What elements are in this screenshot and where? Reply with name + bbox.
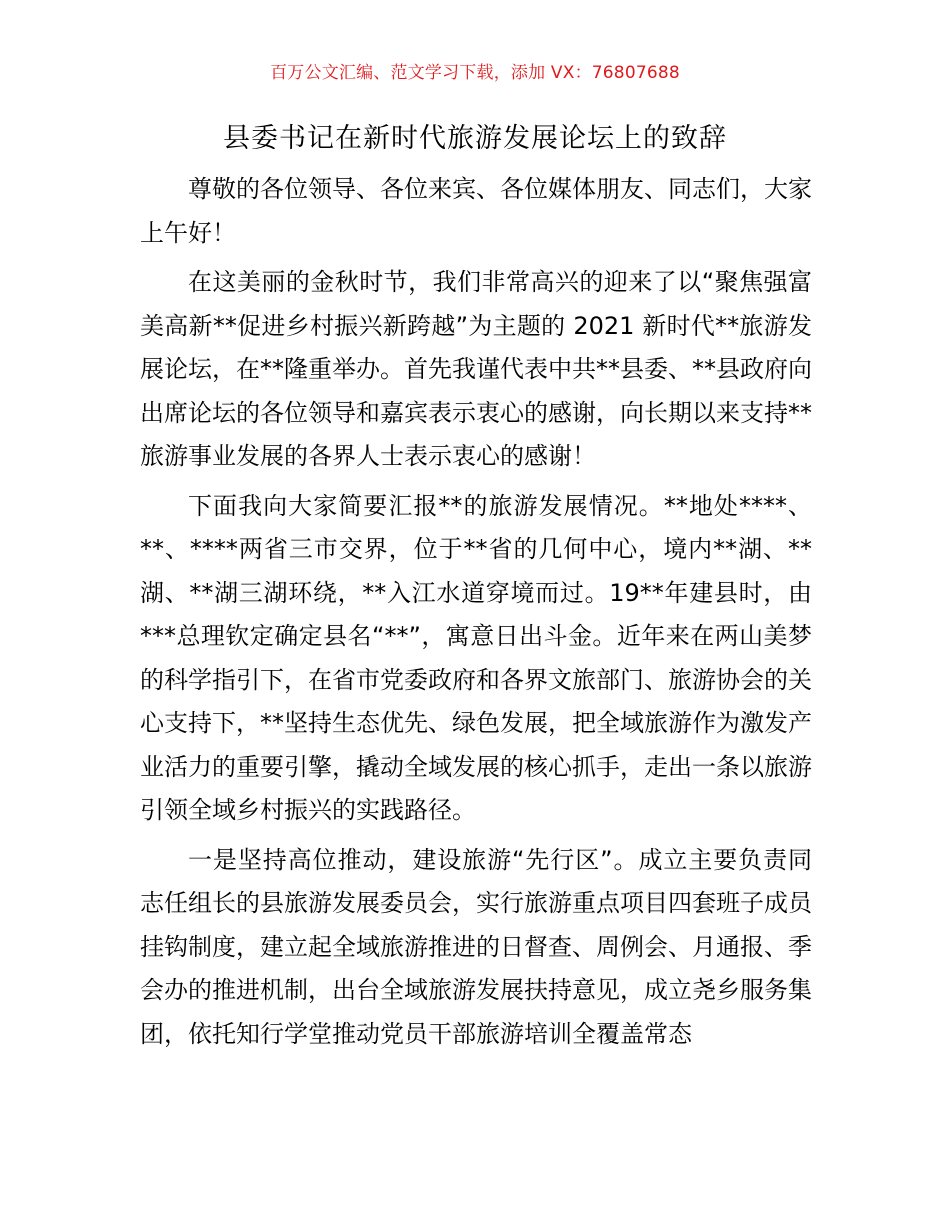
paragraph-point-one: 一是坚持高位推动，建设旅游“先行区”。成立主要负责同志任组长的县旅游发展委员会，实行旅游重点项目四套班子成员挂钩制度，建立起全域旅游推进的日督查、周例会、月通报、季会办的推进机制，出台全域旅游发展扶持意见，成立尧乡服务集团，依托知行学堂推动党员干部旅游培训全覆盖常态 (140, 845, 812, 1048)
paragraph-intro: 在这美丽的金秋时节，我们非常高兴的迎来了以“聚焦强富美高新**促进乡村振兴新跨越”为主题的 2021 新时代**旅游发展论坛，在**隆重举办。首先我谨代表中共**县委、**县政府向出席论坛的各位领导和嘉宾表示衷心的感谢，向长期以来支持**旅游事业发展的各界人士表示衷心的感谢！ (140, 268, 812, 470)
document-title: 县委书记在新时代旅游发展论坛上的致辞 (223, 123, 727, 154)
watermark-banner: 百万公文汇编、范文学习下载，添加 VX：76807688 (270, 63, 680, 83)
paragraph-overview: 下面我向大家简要汇报**的旅游发展情况。**地处****、**、****两省三市交界，位于**省的几何中心，境内**湖、**湖、**湖三湖环绕，**入江水道穿境而过。19**年建县时，由***总理钦定确定县名“**”，寓意日出斗金。近年来在两山美梦的科学指引下，在省市党委政府和各界文旅部门、旅游协会的关心支持下，**坚持生态优先、绿色发展，把全域旅游作为激发产业活力的重要引擎，撬动全域发展的核心抓手，走出一条以旅游引领全域乡村振兴的实践路径。 (140, 491, 812, 824)
document-body (140, 168, 812, 1062)
paragraph-greeting: 尊敬的各位领导、各位来宾、各位媒体朋友、同志们，大家上午好！ (140, 175, 812, 247)
